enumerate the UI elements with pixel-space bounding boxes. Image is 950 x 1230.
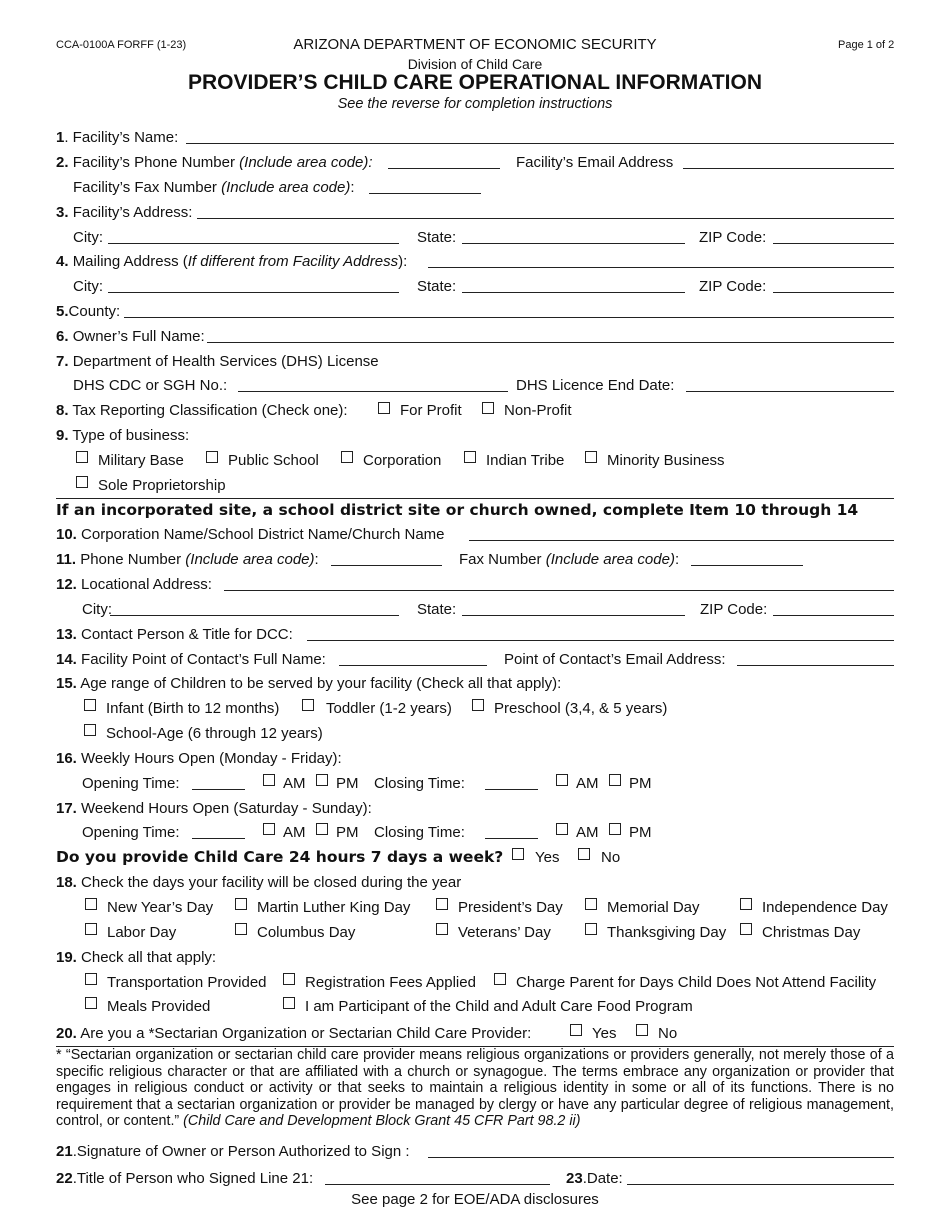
- new-years-day-label: New Year’s Day: [107, 899, 214, 916]
- owner-name-field[interactable]: [207, 342, 894, 343]
- indian-tribe-checkbox[interactable]: [464, 451, 476, 463]
- dhs-cdc-field[interactable]: [238, 391, 508, 392]
- presidents-day-checkbox[interactable]: [436, 898, 448, 910]
- weekend-opening-pm-label: PM: [336, 824, 359, 841]
- weekend-closing-am-checkbox[interactable]: [556, 823, 568, 835]
- poc-name-label: 14. Facility Point of Contact’s Full Name:: [56, 651, 326, 668]
- agency-name: ARIZONA DEPARTMENT OF ECONOMIC SECURITY: [293, 36, 657, 53]
- page-subtitle: See the reverse for completion instructions: [337, 96, 613, 112]
- date-label: 23.Date:: [566, 1170, 623, 1187]
- locational-zip-label: ZIP Code:: [700, 601, 768, 618]
- locational-zip-field[interactable]: [773, 615, 894, 616]
- weekend-hours-label: 17. Weekend Hours Open (Saturday - Sunday):: [56, 800, 372, 817]
- independence-day-label: Independence Day: [762, 899, 888, 916]
- weekend-closing-am-label: AM: [576, 824, 599, 841]
- corp-fax-field[interactable]: [691, 565, 803, 566]
- corporation-name-label: 10. Corporation Name/School District Name/Church Name: [56, 526, 445, 543]
- preschool-label: Preschool (3,4, & 5 years): [494, 700, 668, 717]
- care-24-7-no-checkbox[interactable]: [578, 848, 590, 860]
- signature-field[interactable]: [428, 1157, 894, 1158]
- signer-title-label: 22.Title of Person who Signed Line 21:: [56, 1170, 314, 1187]
- thanksgiving-day-label: Thanksgiving Day: [607, 924, 727, 941]
- corp-phone-label: 11. Phone Number (Include area code):: [56, 551, 319, 568]
- facility-state-label: State:: [417, 229, 457, 246]
- meals-provided-label: Meals Provided: [107, 998, 211, 1015]
- owner-name-label: 6. Owner’s Full Name:: [56, 328, 205, 345]
- weekend-opening-field[interactable]: [192, 838, 245, 839]
- check-all-label: 19. Check all that apply:: [56, 949, 217, 966]
- weekend-closing-pm-label: PM: [629, 824, 652, 841]
- locational-city-field[interactable]: [110, 615, 399, 616]
- locational-city-label: City:: [82, 601, 112, 618]
- weekend-closing-field[interactable]: [485, 838, 538, 839]
- mailing-city-field[interactable]: [108, 292, 399, 293]
- mailing-zip-field[interactable]: [773, 292, 894, 293]
- school-age-checkbox[interactable]: [84, 724, 96, 736]
- weekly-opening-pm-label: PM: [336, 775, 359, 792]
- thanksgiving-day-checkbox[interactable]: [585, 923, 597, 935]
- poc-email-field[interactable]: [737, 665, 894, 666]
- preschool-checkbox[interactable]: [472, 699, 484, 711]
- sectarian-footnote: * “Sectarian organization or sectarian child care provider means religious organizations or providers generally, not merely those of a specific religious character or that are affiliated with a church or synagogue. The terms embrace any organization or provider that engages in religious conduct or activity or that seeks to maintain a religious identity in some or all of its functions. There is no requirement that a sectarian organization or provider be managed by clergy or have any particular degree of religious management, control, or content.” (Child Care and Development Block Grant 45 CFR Part 98.2 ii): [56, 1047, 894, 1129]
- facility-name-label: 1. Facility’s Name:: [56, 129, 179, 146]
- locational-state-label: State:: [417, 601, 457, 618]
- minority-business-checkbox[interactable]: [585, 451, 597, 463]
- facility-zip-field[interactable]: [773, 243, 894, 244]
- public-school-label: Public School: [228, 452, 319, 469]
- dhs-cdc-label: DHS CDC or SGH No.:: [73, 377, 228, 394]
- columbus-day-label: Columbus Day: [257, 924, 356, 941]
- weekly-opening-am-checkbox[interactable]: [263, 774, 275, 786]
- meals-provided-checkbox[interactable]: [85, 997, 97, 1009]
- facility-email-label: Facility’s Email Address: [516, 154, 674, 171]
- weekly-opening-label: Opening Time:: [82, 775, 180, 792]
- school-age-label: School-Age (6 through 12 years): [106, 725, 323, 742]
- labor-day-checkbox[interactable]: [85, 923, 97, 935]
- corporation-label: Corporation: [363, 452, 442, 469]
- non-profit-checkbox[interactable]: [482, 402, 494, 414]
- charge-parent-label: Charge Parent for Days Child Does Not Attend Facility: [516, 974, 877, 991]
- page-number: Page 1 of 2: [838, 39, 895, 51]
- weekend-opening-am-checkbox[interactable]: [263, 823, 275, 835]
- date-field[interactable]: [627, 1184, 894, 1185]
- public-school-checkbox[interactable]: [206, 451, 218, 463]
- care-24-7-label: Do you provide Child Care 24 hours 7 days a week?: [56, 848, 504, 866]
- facility-city-label: City:: [73, 229, 103, 246]
- transportation-label: Transportation Provided: [107, 974, 267, 991]
- memorial-day-label: Memorial Day: [607, 899, 700, 916]
- corporation-checkbox[interactable]: [341, 451, 353, 463]
- charge-parent-checkbox[interactable]: [494, 973, 506, 985]
- memorial-day-checkbox[interactable]: [585, 898, 597, 910]
- presidents-day-label: President’s Day: [458, 899, 563, 916]
- tax-class-label: 8. Tax Reporting Classification (Check one):: [56, 402, 348, 419]
- weekly-opening-pm-checkbox[interactable]: [316, 774, 328, 786]
- mailing-address-label: 4. Mailing Address (If different from Facility Address):: [56, 253, 408, 270]
- corporation-name-field[interactable]: [469, 540, 894, 541]
- corp-fax-label: Fax Number (Include area code):: [459, 551, 680, 568]
- transportation-checkbox[interactable]: [85, 973, 97, 985]
- sectarian-no-label: No: [658, 1025, 678, 1042]
- veterans-day-checkbox[interactable]: [436, 923, 448, 935]
- facility-name-field[interactable]: [186, 143, 894, 144]
- labor-day-label: Labor Day: [107, 924, 177, 941]
- weekend-closing-pm-checkbox[interactable]: [609, 823, 621, 835]
- locational-state-field[interactable]: [462, 615, 685, 616]
- weekly-closing-pm-label: PM: [629, 775, 652, 792]
- facility-phone-field[interactable]: [388, 168, 500, 169]
- weekend-opening-am-label: AM: [283, 824, 306, 841]
- military-base-label: Military Base: [98, 452, 184, 469]
- non-profit-label: Non-Profit: [504, 402, 572, 419]
- facility-phone-label: 2. Facility’s Phone Number (Include area code):: [56, 154, 373, 171]
- registration-fees-label: Registration Fees Applied: [305, 974, 476, 991]
- sole-proprietorship-label: Sole Proprietorship: [98, 477, 226, 494]
- infant-checkbox[interactable]: [84, 699, 96, 711]
- facility-zip-label: ZIP Code:: [699, 229, 767, 246]
- facility-address-label: 3. Facility’s Address:: [56, 204, 193, 221]
- mailing-address-field[interactable]: [428, 267, 894, 268]
- weekly-closing-field[interactable]: [485, 789, 538, 790]
- weekend-opening-pm-checkbox[interactable]: [316, 823, 328, 835]
- county-label: 5.County:: [56, 303, 121, 320]
- for-profit-label: For Profit: [400, 402, 462, 419]
- mailing-state-field[interactable]: [462, 292, 685, 293]
- for-profit-checkbox[interactable]: [378, 402, 390, 414]
- columbus-day-checkbox[interactable]: [235, 923, 247, 935]
- section-divider: [56, 498, 894, 499]
- form-id: CCA-0100A FORFF (1-23): [56, 39, 187, 51]
- minority-business-label: Minority Business: [607, 452, 725, 469]
- mlk-day-label: Martin Luther King Day: [257, 899, 411, 916]
- facility-fax-field[interactable]: [369, 193, 481, 194]
- care-24-7-yes-checkbox[interactable]: [512, 848, 524, 860]
- locational-address-field[interactable]: [224, 590, 894, 591]
- footer-note: See page 2 for EOE/ADA disclosures: [351, 1191, 599, 1208]
- facility-email-field[interactable]: [683, 168, 894, 169]
- weekend-closing-label: Closing Time:: [374, 824, 465, 841]
- weekly-hours-label: 16. Weekly Hours Open (Monday - Friday):: [56, 750, 342, 767]
- poc-name-field[interactable]: [339, 665, 487, 666]
- infant-label: Infant (Birth to 12 months): [106, 700, 280, 717]
- contact-person-label: 13. Contact Person & Title for DCC:: [56, 626, 293, 643]
- care-24-7-yes-label: Yes: [535, 849, 560, 866]
- mlk-day-checkbox[interactable]: [235, 898, 247, 910]
- weekend-opening-label: Opening Time:: [82, 824, 180, 841]
- weekly-closing-am-checkbox[interactable]: [556, 774, 568, 786]
- weekly-closing-label: Closing Time:: [374, 775, 465, 792]
- corp-phone-field[interactable]: [331, 565, 442, 566]
- locational-address-label: 12. Locational Address:: [56, 576, 212, 593]
- weekly-closing-pm-checkbox[interactable]: [609, 774, 621, 786]
- facility-fax-label: Facility’s Fax Number (Include area code):: [73, 179, 355, 196]
- sole-proprietorship-checkbox[interactable]: [76, 476, 88, 488]
- sectarian-yes-label: Yes: [592, 1025, 617, 1042]
- signer-title-field[interactable]: [325, 1184, 550, 1185]
- weekly-opening-field[interactable]: [192, 789, 245, 790]
- age-range-label: 15. Age range of Children to be served by your facility (Check all that apply):: [56, 675, 562, 692]
- page-title: PROVIDER’S CHILD CARE OPERATIONAL INFORMATION: [187, 71, 762, 94]
- new-years-day-checkbox[interactable]: [85, 898, 97, 910]
- mailing-state-label: State:: [417, 278, 457, 295]
- food-program-label: I am Participant of the Child and Adult Care Food Program: [305, 998, 693, 1015]
- weekly-opening-am-label: AM: [283, 775, 306, 792]
- sectarian-yes-checkbox[interactable]: [570, 1024, 582, 1036]
- county-field[interactable]: [124, 317, 894, 318]
- division-name: Division of Child Care: [407, 56, 543, 72]
- facility-city-field[interactable]: [108, 243, 399, 244]
- toddler-label: Toddler (1-2 years): [326, 700, 452, 717]
- toddler-checkbox[interactable]: [302, 699, 314, 711]
- facility-address-field[interactable]: [197, 218, 894, 219]
- dhs-end-date-label: DHS Licence End Date:: [516, 377, 675, 394]
- veterans-day-label: Veterans’ Day: [458, 924, 551, 941]
- care-24-7-no-label: No: [601, 849, 621, 866]
- contact-person-field[interactable]: [307, 640, 894, 641]
- business-type-label: 9. Type of business:: [56, 427, 190, 444]
- facility-state-field[interactable]: [462, 243, 685, 244]
- military-base-checkbox[interactable]: [76, 451, 88, 463]
- closed-days-label: 18. Check the days your facility will be closed during the year: [56, 874, 462, 891]
- registration-fees-checkbox[interactable]: [283, 973, 295, 985]
- indian-tribe-label: Indian Tribe: [486, 452, 565, 469]
- independence-day-checkbox[interactable]: [740, 898, 752, 910]
- weekly-closing-am-label: AM: [576, 775, 599, 792]
- christmas-day-checkbox[interactable]: [740, 923, 752, 935]
- christmas-day-label: Christmas Day: [762, 924, 861, 941]
- dhs-license-label: 7. Department of Health Services (DHS) License: [56, 353, 379, 370]
- poc-email-label: Point of Contact’s Email Address:: [504, 651, 726, 668]
- mailing-zip-label: ZIP Code:: [699, 278, 767, 295]
- mailing-city-label: City:: [73, 278, 103, 295]
- food-program-checkbox[interactable]: [283, 997, 295, 1009]
- sectarian-label: 20. Are you a *Sectarian Organization or Sectarian Child Care Provider:: [56, 1025, 532, 1042]
- section-heading: If an incorporated site, a school district site or church owned, complete Item 10 through 14: [56, 501, 859, 519]
- sectarian-no-checkbox[interactable]: [636, 1024, 648, 1036]
- dhs-end-date-field[interactable]: [686, 391, 894, 392]
- signature-label: 21.Signature of Owner or Person Authorized to Sign :: [56, 1143, 410, 1160]
